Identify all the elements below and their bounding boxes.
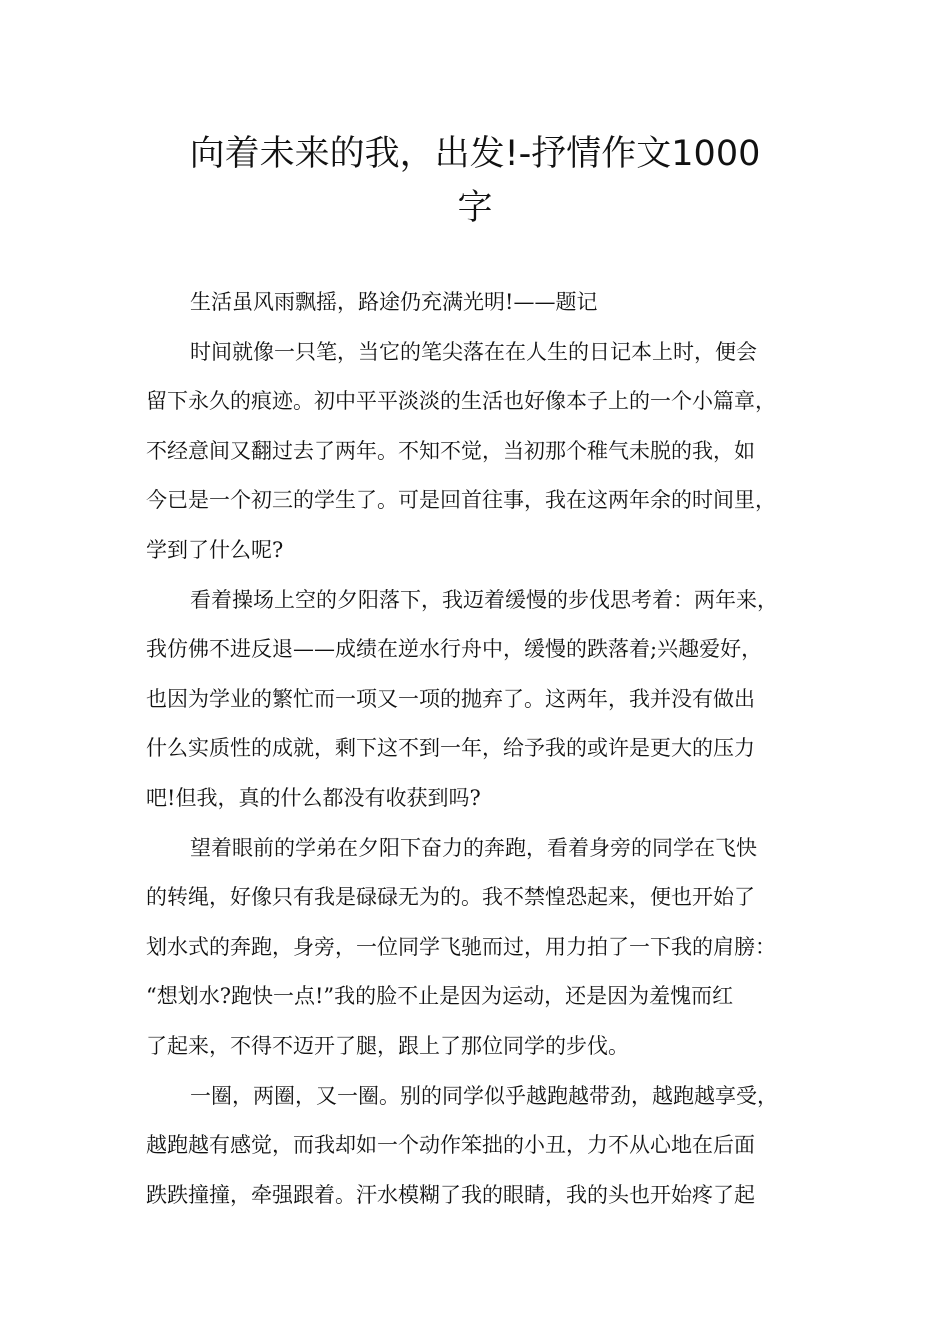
- text-line: 越跑越有感觉，而我却如一个动作笨拙的小丑，力不从心地在后面: [146, 1133, 755, 1158]
- text-line: 望着眼前的学弟在夕阳下奋力的奔跑，看着身旁的同学在飞快: [190, 835, 757, 860]
- text-line: 学到了什么呢?: [146, 537, 284, 562]
- text-line: 今已是一个初三的学生了。可是回首往事，我在这两年余的时间里，: [146, 488, 776, 513]
- text-line: 的转绳，好像只有我是碌碌无为的。我不禁惶恐起来，便也开始了: [146, 885, 755, 910]
- text-line: 留下永久的痕迹。初中平平淡淡的生活也好像本子上的一个小篇章，: [146, 389, 776, 414]
- title-line-1: 向着未来的我，出发!-抒情作文1000: [189, 134, 761, 174]
- text-line: “想划水?跑快一点!”我的脸不止是因为运动，还是因为羞愧而红: [146, 984, 734, 1009]
- title-line-2: 字: [457, 188, 493, 228]
- text-line: 不经意间又翻过去了两年。不知不觉，当初那个稚气未脱的我，如: [146, 438, 755, 463]
- text-line: 吧!但我，真的什么都没有收获到吗?: [146, 785, 481, 810]
- text-line: 也因为学业的繁忙而一项又一项的抛弃了。这两年，我并没有做出: [146, 686, 755, 711]
- text-line: 跌跌撞撞，牵强跟着。汗水模糊了我的眼睛，我的头也开始疼了起: [146, 1182, 755, 1207]
- text-line: 看着操场上空的夕阳落下，我迈着缓慢的步伐思考着：两年来，: [190, 587, 778, 612]
- text-line: 生活虽风雨飘摇，路途仍充满光明!——题记: [190, 290, 598, 314]
- article-body: [146, 278, 826, 1220]
- page-title: [140, 127, 810, 235]
- text-line: 划水式的奔跑，身旁，一位同学飞驰而过，用力拍了一下我的肩膀：: [146, 934, 776, 959]
- text-line: 什么实质性的成就，剩下这不到一年，给予我的或许是更大的压力: [146, 736, 755, 761]
- text-line: 时间就像一只笔，当它的笔尖落在在人生的日记本上时，便会: [190, 339, 757, 364]
- text-line: 了起来，不得不迈开了腿，跟上了那位同学的步伐。: [146, 1033, 629, 1058]
- text-line: 一圈，两圈，又一圈。别的同学似乎越跑越带劲，越跑越享受，: [190, 1083, 778, 1108]
- text-line: 我仿佛不进反退——成绩在逆水行舟中，缓慢的跌落着;兴趣爱好，: [146, 637, 763, 662]
